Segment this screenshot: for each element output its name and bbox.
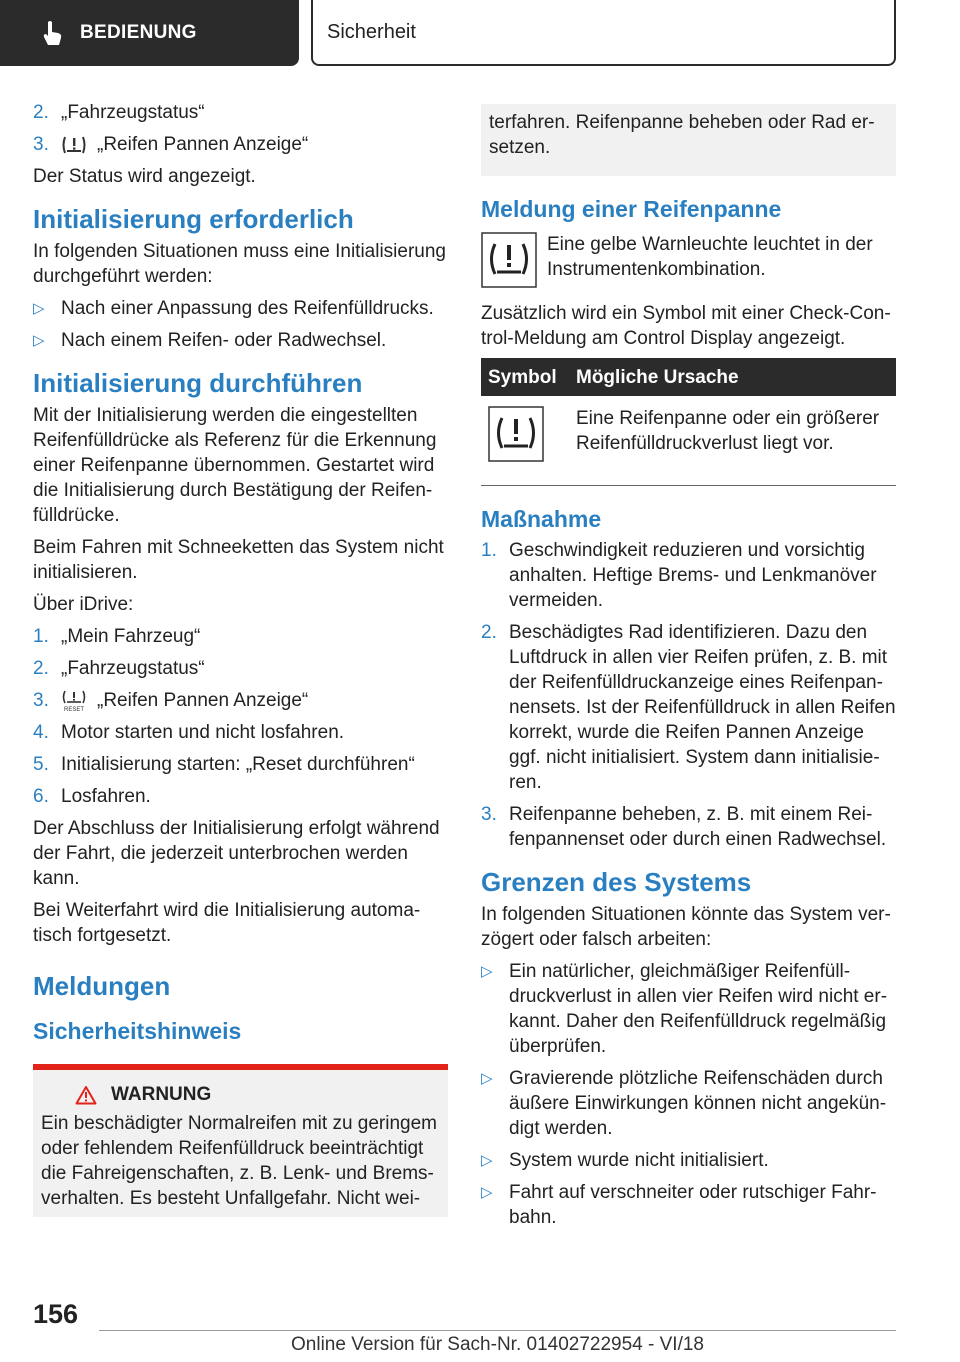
- step-number: 6.: [33, 786, 49, 807]
- warning-triangle-icon: [75, 1085, 97, 1105]
- footer-text: Online Version für Sach-Nr. 01402722954 - VI/18: [291, 1334, 704, 1355]
- step-number: 3.: [33, 690, 49, 711]
- step-number: 1.: [33, 626, 49, 647]
- step-number: 3.: [33, 134, 49, 155]
- idrive-label: Über iDrive:: [33, 594, 134, 615]
- step-text: „Fahrzeugstatus“: [61, 102, 205, 123]
- section-tab: [0, 0, 299, 66]
- list-item: [33, 720, 448, 745]
- page-header: [0, 0, 960, 66]
- chapter-tab: [311, 0, 896, 66]
- list-item: [481, 1180, 896, 1230]
- step-text: Geschwindigkeit reduzieren und vorsichtig anhalten. Heftige Brems- und Lenkmanöver vermeiden.: [509, 540, 877, 611]
- step-text: Reifenpanne beheben, z. B. mit einem Rei-fenpannenset oder durch einen Radwechsel.: [509, 804, 887, 850]
- step-text: Motor starten und nicht losfahren.: [61, 722, 345, 743]
- tire-pressure-warning-icon: [481, 232, 537, 288]
- heading-puncture-message: Meldung einer Reifenpanne: [481, 196, 782, 222]
- bullet-icon: ▷: [481, 1184, 493, 1201]
- warning-title: WARNUNG: [111, 1084, 212, 1105]
- step-number: 2.: [33, 658, 49, 679]
- page-number: 156: [33, 1299, 79, 1329]
- warning-text: Ein beschädigter Normalreifen mit zu geringem oder fehlendem Reifenfülldruck beeinträchtigt die Fahreigenschaften, z. B. Lenk- und Brems-verhalten. Es besteht Unfallgefahr. Nicht wei-: [41, 1113, 438, 1209]
- list-item: [33, 132, 448, 157]
- step-number: 5.: [33, 754, 49, 775]
- tire-reset-icon: [61, 689, 87, 713]
- step-text: Beschädigtes Rad identifizieren. Dazu den Luftdruck in allen vier Reifen prüfen, z. B. mit der Reifenfülldruckanzeige eines Reifenpan-nensets. Ist der Reifenfülldruck in allen Reifen korrekt, wurde die Reifen Pannen Anzeige ggf. nicht initialisiert. System dann initialisie-ren.: [509, 622, 896, 793]
- heading-limits: Grenzen des Systems: [481, 867, 752, 897]
- warning-header: [41, 1082, 440, 1107]
- list-item: [33, 752, 448, 777]
- list-item: [33, 624, 448, 649]
- table-header-cause: Mögliche Ursache: [569, 358, 896, 396]
- list-item: [33, 296, 448, 321]
- tire-warning-icon: [61, 134, 87, 156]
- bullet-icon: ▷: [481, 1152, 493, 1169]
- init-perform-text: Mit der Initialisierung werden die eingestellten Reifenfülldrücke als Referenz für die Erkennung einer Reifenpanne übernommen. Gestartet wird die Initialisierung durch Bestätigung der Reifen-fülldrücke.: [33, 405, 437, 526]
- chapter-title: Sicherheit: [327, 20, 416, 43]
- list-item: [33, 688, 448, 713]
- symbol-text: Zusätzlich wird ein Symbol mit einer Check-Con-trol-Meldung am Control Display angezeigt.: [481, 303, 891, 349]
- bullet-icon: ▷: [33, 332, 45, 349]
- cause-table: [481, 358, 896, 486]
- right-column: [481, 104, 896, 1237]
- bullet-text: System wurde nicht initialisiert.: [509, 1150, 769, 1171]
- step-number: 3.: [481, 804, 497, 825]
- warning-lamp-row: [481, 232, 896, 289]
- warning-box: [33, 1064, 448, 1217]
- bullet-text: Gravierende plötzliche Reifenschäden durch äußere Einwirkungen können nicht angekün-digt werden.: [509, 1068, 887, 1139]
- warning-text-continued: terfahren. Reifenpanne beheben oder Rad er-setzen.: [489, 112, 875, 158]
- list-item: [481, 538, 896, 613]
- list-item: [33, 784, 448, 809]
- list-item: [481, 959, 896, 1059]
- table-cell-cause: Eine Reifenpanne oder ein größerer Reifenfülldruckverlust liegt vor.: [569, 396, 896, 486]
- section-title: BEDIENUNG: [80, 22, 197, 43]
- list-item: [481, 620, 896, 795]
- list-item: [33, 100, 448, 125]
- step-number: 2.: [33, 102, 49, 123]
- list-item: [33, 328, 448, 353]
- heading-messages: Meldungen: [33, 971, 171, 1001]
- snow-chains-note: Beim Fahren mit Schneeketten das System nicht initialisieren.: [33, 537, 444, 583]
- init-required-list: [33, 296, 448, 353]
- list-item: [481, 1148, 896, 1173]
- bullet-text: Nach einer Anpassung des Reifenfülldrucks.: [61, 298, 434, 319]
- init-steps: [33, 624, 448, 809]
- table-row: [481, 396, 896, 486]
- reset-label: RESET: [63, 706, 85, 713]
- step-text: „Reifen Pannen Anzeige“: [97, 134, 309, 155]
- step-text: „Mein Fahrzeug“: [61, 626, 201, 647]
- step-text: „Fahrzeugstatus“: [61, 658, 205, 679]
- warning-lamp-text: Eine gelbe Warnleuchte leuchtet in der Instrumentenkombination.: [547, 234, 873, 280]
- step-text: „Reifen Pannen Anzeige“: [97, 690, 309, 711]
- bullet-icon: ▷: [481, 963, 493, 980]
- bullet-text: Fahrt auf verschneiter oder rutschiger Fahr-bahn.: [509, 1182, 877, 1228]
- bullet-icon: ▷: [481, 1070, 493, 1087]
- footer-divider: [99, 1330, 896, 1331]
- heading-init-required: Initialisierung erforderlich: [33, 204, 354, 234]
- tire-pressure-warning-icon: [488, 406, 544, 462]
- finish-note: Der Abschluss der Initialisierung erfolgt während der Fahrt, die jederzeit unterbrochen werden kann.: [33, 818, 440, 889]
- step-number: 4.: [33, 722, 49, 743]
- status-steps: [33, 100, 448, 157]
- step-number: 2.: [481, 622, 497, 643]
- list-item: [481, 802, 896, 852]
- heading-safety: Sicherheitshinweis: [33, 1018, 242, 1044]
- hand-icon: [38, 18, 68, 48]
- step-text: Initialisierung starten: „Reset durchführen“: [61, 754, 415, 775]
- left-column: [33, 100, 448, 1217]
- warning-box-continued: [481, 104, 896, 176]
- list-item: [481, 1066, 896, 1141]
- status-note: Der Status wird angezeigt.: [33, 166, 256, 187]
- table-cell-symbol: [481, 396, 569, 486]
- bullet-text: Ein natürlicher, gleichmäßiger Reifenfüll-druckverlust in allen vier Reifen wird nicht er-kannt. Daher den Reifenfülldruck regelmäßig überprüfen.: [509, 961, 888, 1057]
- limits-list: [481, 959, 896, 1230]
- table-header-symbol: Symbol: [481, 358, 569, 396]
- step-number: 1.: [481, 540, 497, 561]
- heading-init-perform: Initialisierung durchführen: [33, 368, 363, 398]
- list-item: [33, 656, 448, 681]
- measure-steps: [481, 538, 896, 852]
- init-required-text: In folgenden Situationen muss eine Initialisierung durchgeführt werden:: [33, 241, 446, 287]
- limits-text: In folgenden Situationen könnte das System ver-zögert oder falsch arbeiten:: [481, 904, 891, 950]
- step-text: Losfahren.: [61, 786, 151, 807]
- heading-measure: Maßnahme: [481, 506, 602, 532]
- continue-note: Bei Weiterfahrt wird die Initialisierung automa-tisch fortgesetzt.: [33, 900, 421, 946]
- bullet-icon: ▷: [33, 300, 45, 317]
- bullet-text: Nach einem Reifen- oder Radwechsel.: [61, 330, 387, 351]
